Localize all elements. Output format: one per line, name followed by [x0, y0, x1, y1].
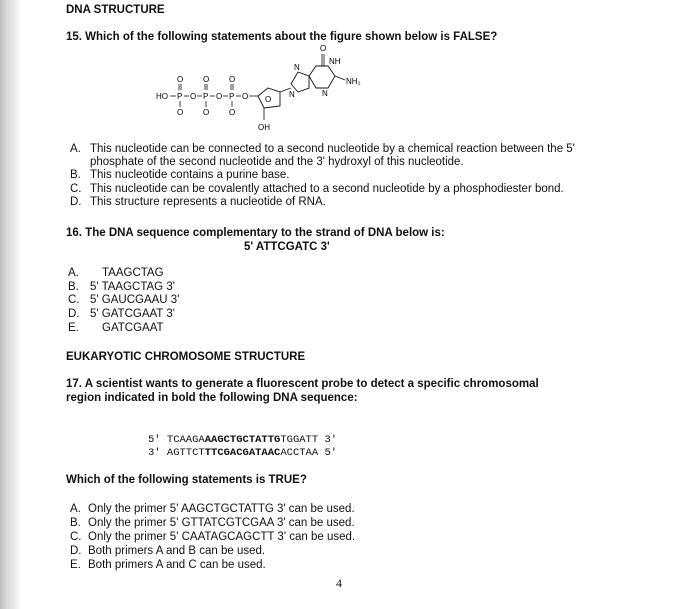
- q16-option-c-letter: C.: [68, 294, 80, 306]
- strand-top-bold: AAGCTGCTATTG: [204, 434, 281, 446]
- q16-option-b-letter: B.: [68, 281, 79, 293]
- o-bridge2: O: [216, 92, 223, 101]
- o-bottom1: O: [177, 108, 184, 117]
- dna-strand-top: [148, 433, 337, 447]
- o-bridge3: O: [242, 92, 249, 101]
- q17-option-d-letter: D.: [70, 545, 82, 557]
- page-edge-shadow: [0, 0, 22, 609]
- q17-option-e-text: Both primers A and C can be used.: [88, 559, 266, 571]
- q15-option-b-letter: B.: [70, 169, 81, 181]
- q17-option-a-letter: A.: [70, 503, 81, 515]
- o-top3: O: [229, 75, 236, 84]
- q16-option-d-letter: D.: [68, 308, 80, 320]
- n9-label: N: [289, 90, 295, 99]
- o-bottom2: O: [203, 108, 210, 117]
- p3-label: P: [229, 92, 235, 101]
- question-15: 15. Which of the following statements about the figure shown below is FALSE?: [66, 31, 498, 43]
- n7-label: N: [294, 63, 300, 72]
- ho-label: HO: [156, 92, 168, 101]
- q16-option-b-text: 5' TAAGCTAG 3': [90, 281, 175, 293]
- section-title-eukaryotic-chromosome: EUKARYOTIC CHROMOSOME STRUCTURE: [66, 351, 306, 363]
- strand-bottom-suffix: ACCTAA 5': [280, 447, 338, 459]
- question-16: 16. The DNA sequence complementary to the strand of DNA below is:: [66, 227, 445, 239]
- oh-label: OH: [258, 123, 270, 132]
- dna-strand-bottom: [148, 446, 337, 460]
- q15-option-d-text: This structure represents a nucleotide of RNA.: [90, 196, 326, 208]
- nh-label: NH: [329, 57, 341, 66]
- q16-option-e-letter: E.: [68, 322, 79, 334]
- worksheet: [66, 0, 686, 609]
- q16-option-c-text: 5' GAUCGAAU 3': [90, 294, 180, 306]
- o-top1: O: [177, 75, 184, 84]
- q17-option-b-text: Only the primer 5' GTTATCGTCGAA 3' can be used.: [88, 517, 355, 529]
- question-17-line1: 17. A scientist wants to generate a fluorescent probe to detect a specific chromosomal: [66, 378, 539, 390]
- q16-option-a-text: TAAGCTAG: [102, 267, 164, 279]
- q16-sequence: 5' ATTCGATC 3': [244, 241, 330, 253]
- o-top2: O: [203, 75, 210, 84]
- q16-option-e-text: GATCGAAT: [102, 322, 164, 334]
- q15-option-a-line1: This nucleotide can be connected to a second nucleotide by a chemical reaction between the 5': [90, 143, 575, 155]
- q16-option-d-text: 5' GATCGAAT 3': [90, 308, 175, 320]
- page-number: 4: [336, 576, 342, 590]
- q15-option-c-text: This nucleotide can be covalently attached to a second nucleotide by a phosphodiester bond.: [90, 183, 564, 195]
- nh2-label: NH₂: [346, 77, 361, 86]
- q17-option-c-text: Only the primer 5' CAATAGCAGCTT 3' can be used.: [88, 531, 356, 543]
- carbonyl-o-label: O: [320, 44, 327, 53]
- o-bottom3: O: [229, 108, 236, 117]
- q15-option-b-text: This nucleotide contains a purine base.: [90, 169, 290, 181]
- n3-label: N: [322, 89, 328, 98]
- p1-label: P: [177, 92, 183, 101]
- o-bridge1: O: [190, 92, 197, 101]
- strand-top-prefix: 5' TCAAGA: [148, 434, 205, 446]
- ring-o-label: O: [265, 95, 272, 104]
- q17-option-c-letter: C.: [70, 531, 82, 543]
- q17-prompt: Which of the following statements is TRUE?: [66, 474, 307, 486]
- p2-label: P: [203, 92, 209, 101]
- q15-option-d-letter: D.: [70, 196, 82, 208]
- q17-option-b-letter: B.: [70, 517, 81, 529]
- strand-bottom-bold: TTCGACGATAAC: [204, 447, 281, 459]
- section-title-dna-structure: DNA STRUCTURE: [66, 4, 165, 16]
- strand-top-suffix: TGGATT 3': [280, 434, 338, 446]
- strand-bottom-prefix: 3' AGTTCT: [148, 447, 205, 459]
- q17-option-e-letter: E.: [70, 559, 81, 571]
- q17-option-d-text: Both primers A and B can be used.: [88, 545, 266, 557]
- q15-option-a-letter: A.: [70, 143, 81, 155]
- q15-option-c-letter: C.: [70, 183, 82, 195]
- q15-option-a-line2: phosphate of the second nucleotide and the 3' hydroxyl of this nucleotide.: [90, 156, 464, 168]
- q16-option-a-letter: A.: [68, 267, 79, 279]
- nucleotide-structure-figure: [146, 40, 406, 140]
- q17-option-a-text: Only the primer 5' AAGCTGCTATTG 3' can be used.: [88, 503, 355, 515]
- question-17-line2: region indicated in bold the following DNA sequence:: [66, 392, 358, 404]
